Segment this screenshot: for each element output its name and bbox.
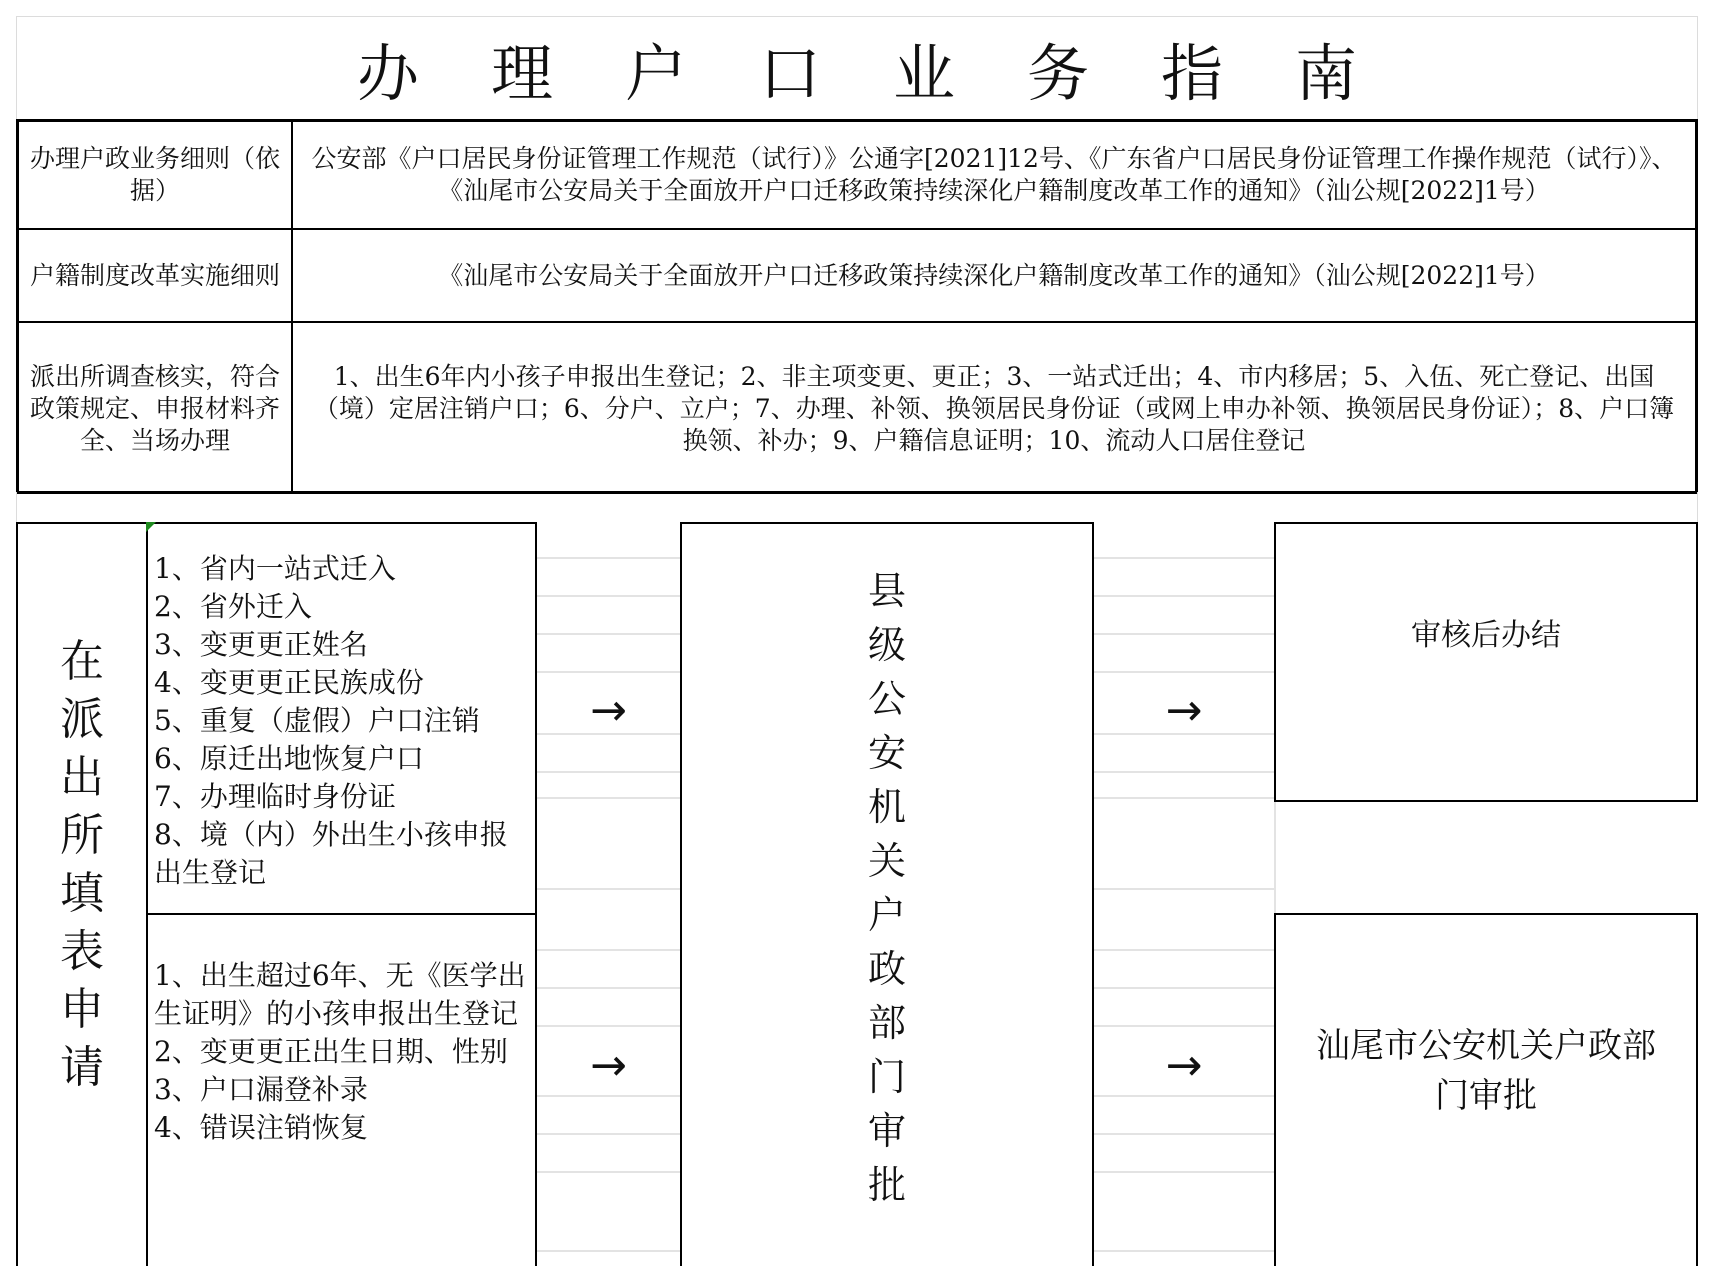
center-char: 门 [867,1055,906,1099]
row-label-basis: 办理户政业务细则（依据） [19,122,293,228]
start-char: 出 [60,752,104,803]
row-label-onsite: 派出所调查核实，符合政策规定、申报材料齐全、当场办理 [19,323,293,491]
list-item: 2、省外迁入 [154,590,312,623]
start-char: 在 [60,636,104,687]
center-char: 公 [867,677,906,721]
arrow-right-icon: → [1165,684,1203,736]
guide-row-reform [19,228,1695,321]
start-char: 派 [60,694,104,745]
list-item: 5、重复（虚假）户口注销 [154,704,480,737]
row-content-reform: 《汕尾市公安局关于全面放开户口迁移政策持续深化户籍制度改革工作的通知》（汕公规[2022]1号） [438,260,1550,290]
center-char: 关 [867,839,906,883]
list-item: 2、变更更正出生日期、性别 [154,1035,508,1068]
cell-comment-marker-icon [146,522,156,532]
start-char: 表 [60,926,104,977]
center-char: 户 [867,893,906,937]
row-content-onsite: 1、出生6年内小孩子申报出生登记；2、非主项变更、更正；3、一站式迁出；4、市内移居；5、入伍、死亡登记、出国（境）定居注销户口；6、分户、立户；7、办理、补领、换领居民身份证（或网上申办补领、换领居民身份证）；8、户口簿换领、补办；9、户籍信息证明；10、流动人口居住登记 [313,362,1675,455]
guide-row-onsite [19,321,1695,491]
spacer-row [16,492,1698,522]
guide-row-basis [19,122,1695,228]
list-item: 1、省内一站式迁入 [154,552,396,585]
list-item: 7、办理临时身份证 [154,780,396,813]
flow-list-county-complete [146,522,537,915]
arrow-right-icon: → [590,1039,627,1091]
center-char: 机 [867,785,906,829]
flow-county-police-approval [680,522,1094,1266]
flow-result-complete-after-review: 审核后办结 [1274,522,1698,802]
flow-result-city-approval: 汕尾市公安机关户政部门审批 [1274,913,1698,1266]
list-item: 4、错误注销恢复 [154,1111,368,1144]
center-char: 审 [867,1109,906,1153]
list-item: 8、境（内）外出生小孩申报出生登记 [154,818,508,889]
list-item: 3、户口漏登补录 [154,1073,368,1106]
center-char: 批 [867,1163,906,1207]
list-item: 3、变更更正姓名 [154,628,368,661]
list-item: 4、变更更正民族成份 [154,666,424,699]
start-char: 申 [60,984,104,1035]
guide-table [16,119,1698,494]
list-item: 6、原迁出地恢复户口 [154,742,424,775]
flow-start-police-station [16,522,148,1266]
center-char: 级 [867,623,906,667]
start-char: 填 [60,868,104,919]
row-label-reform: 户籍制度改革实施细则 [19,230,293,321]
arrow-right-icon: → [590,684,627,736]
start-char: 请 [60,1042,104,1093]
row-content-basis: 公安部《户口居民身份证管理工作规范（试行）》公通字[2021]12号、《广东省户口居民身份证管理工作操作规范（试行）》、《汕尾市公安局关于全面放开户口迁移政策持续深化户籍制度改革工作的通知》（汕公规[2022]1号） [311,144,1677,205]
arrow-right-icon: → [1165,1039,1203,1091]
page-title: 办理户口业务指南 [356,36,1429,110]
list-item: 1、出生超过6年、无《医学出生证明》的小孩申报出生登记 [154,959,526,1030]
center-char: 政 [867,947,906,991]
center-char: 县 [867,569,906,613]
start-char: 所 [60,810,104,861]
center-char: 部 [867,1001,906,1045]
flow-list-city-approval [146,913,537,1266]
center-char: 安 [867,731,906,775]
